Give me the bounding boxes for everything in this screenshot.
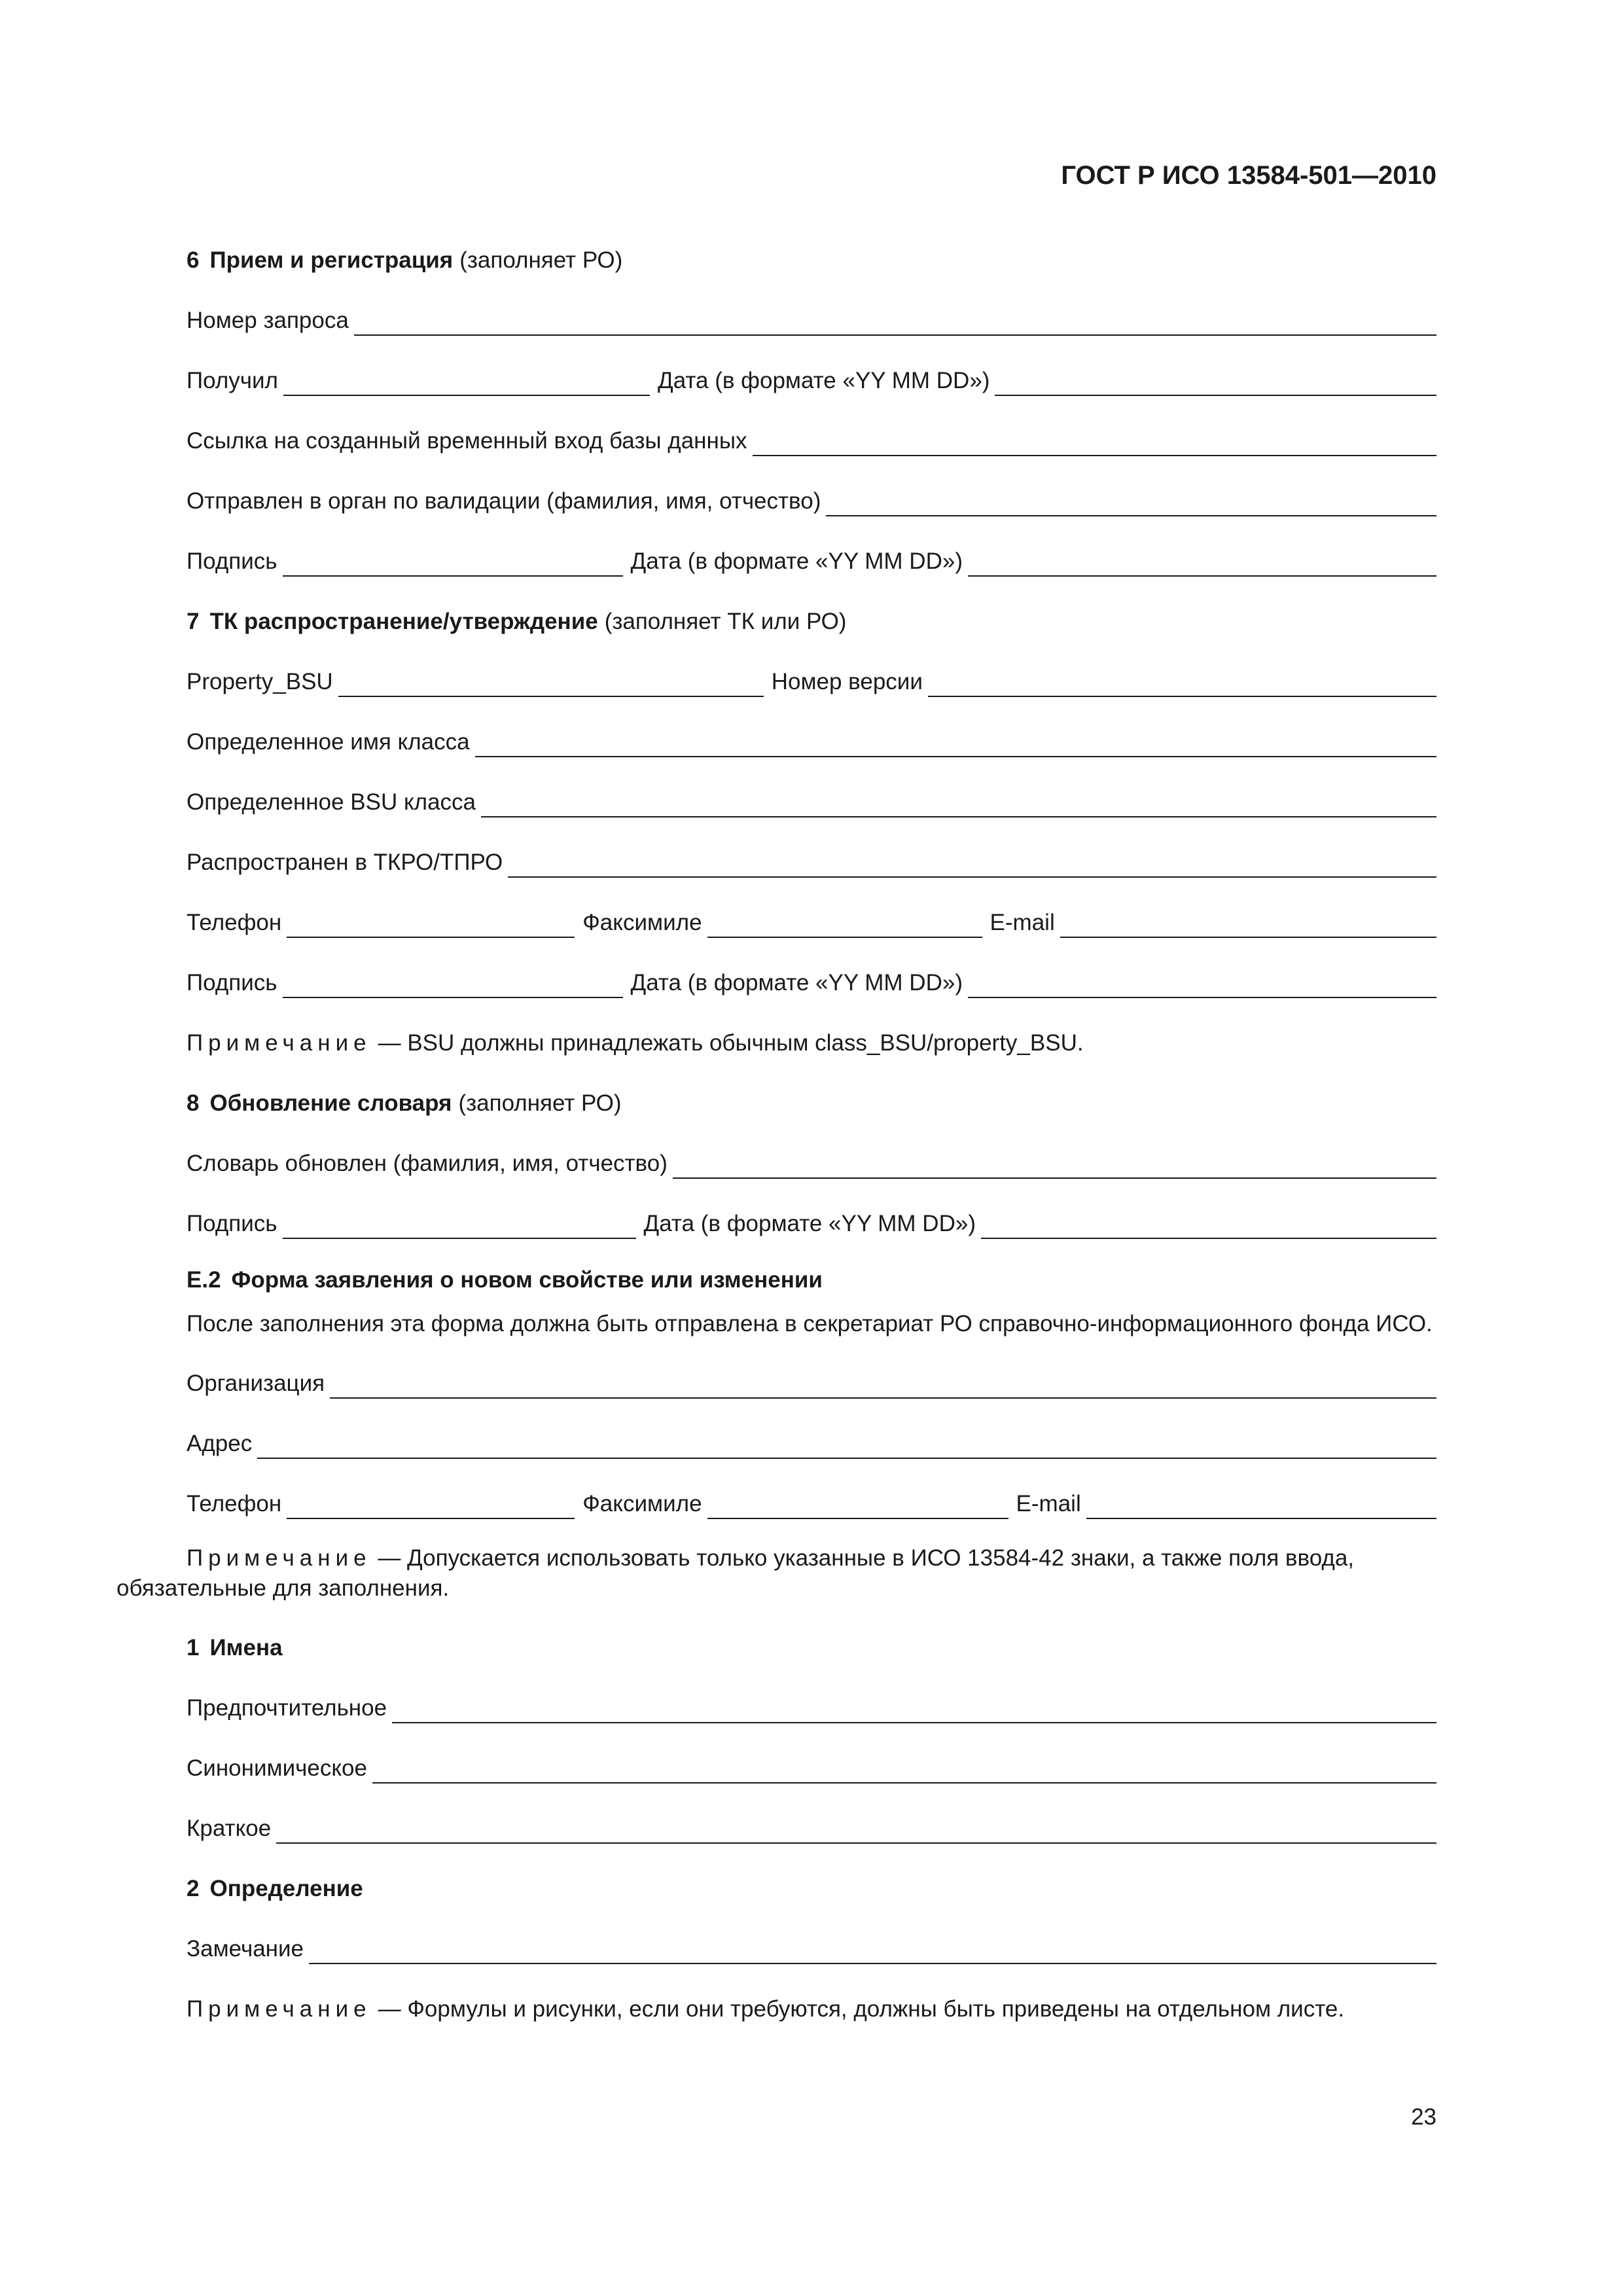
section-number: 7 [187,609,200,634]
request-number-field[interactable] [354,315,1436,336]
request-number-label: Номер запроса [187,308,349,333]
phone-label: Телефон [187,1491,282,1516]
synonym-row [187,1738,1436,1799]
page-number: 23 [1411,2104,1436,2130]
request-number-row [187,291,1436,351]
signature-label: Подпись [187,1211,277,1236]
distributed-label: Распространен в ТКРО/ТПРО [187,850,503,875]
updated-by-field[interactable] [673,1158,1436,1179]
section-8-heading [187,1073,1436,1134]
remark-field[interactable] [309,1943,1436,1964]
signature-field[interactable] [283,1218,636,1239]
section-title: Прием и регистрация [209,247,454,273]
section-title: Определение [209,1876,363,1901]
address-row [187,1414,1436,1474]
class-bsu-field[interactable] [481,797,1436,817]
organization-field[interactable] [330,1378,1436,1399]
signature-date-field[interactable] [981,1218,1436,1239]
email-label: E-mail [990,910,1055,935]
address-label: Адрес [187,1431,253,1456]
db-link-field[interactable] [753,435,1437,456]
signature-date-field[interactable] [968,556,1436,577]
signature-label: Подпись [187,548,277,574]
validation-row [187,471,1436,531]
signature-row-8 [187,1194,1436,1254]
organization-label: Организация [187,1371,325,1396]
updated-by-label: Словарь обновлен (фамилия, имя, отчество) [187,1151,668,1176]
subsection-number: Е.2 [187,1267,221,1293]
date-label: Дата (в формате «YY MM DD») [630,548,963,574]
signature-row-7 [187,953,1436,1013]
note-text: — Допускается использовать только указанные в ИСО 13584-42 знаки, а также поля ввода, обязательные для заполнения. [116,1545,1355,1601]
section-title: Имена [209,1635,283,1660]
received-row [187,351,1436,411]
fax-label: Факсимиле [582,1491,702,1516]
form-content [116,230,1436,2039]
section-aside: (заполняет РО) [459,247,623,273]
section-number: 1 [187,1635,200,1660]
fax-label: Факсимиле [582,910,702,935]
version-number-label: Номер версии [771,669,923,694]
section-number: 2 [187,1876,200,1901]
section-aside: (заполняет РО) [458,1090,622,1116]
phone-label: Телефон [187,910,282,935]
organization-row [187,1354,1436,1414]
email-field[interactable] [1086,1498,1436,1519]
date-label: Дата (в формате «YY MM DD») [630,970,963,996]
section-title: Обновление словаря [209,1090,452,1116]
short-row [187,1799,1436,1859]
note-7 [187,1013,1436,1073]
section-number: 6 [187,247,200,273]
phone-field[interactable] [287,917,575,938]
remark-label: Замечание [187,1936,304,1962]
class-bsu-row [187,772,1436,833]
section-7-heading [187,592,1436,652]
fax-field[interactable] [707,1498,1008,1519]
names-heading [187,1618,1436,1678]
signature-field[interactable] [283,977,623,998]
class-name-row [187,712,1436,772]
property-bsu-field[interactable] [338,676,764,697]
synonym-label: Синонимическое [187,1755,367,1781]
phone-field[interactable] [287,1498,575,1519]
validation-label: Отправлен в орган по валидации (фамилия, имя, отчество) [187,488,821,514]
email-field[interactable] [1060,917,1436,938]
signature-row-6 [187,531,1436,592]
short-label: Краткое [187,1816,272,1841]
received-label: Получил [187,368,278,393]
section-title: ТК распространение/утверждение [209,609,598,634]
class-name-field[interactable] [475,736,1436,757]
note-e2 [116,1543,1436,1604]
document-code: ГОСТ Р ИСО 13584-501—2010 [1061,161,1436,190]
signature-field[interactable] [283,556,623,577]
section-aside: (заполняет ТК или РО) [604,609,847,634]
e2-heading [187,1254,1436,1306]
fax-field[interactable] [707,917,982,938]
preferred-label: Предпочтительное [187,1695,387,1721]
preferred-row [187,1678,1436,1738]
signature-label: Подпись [187,970,277,996]
property-bsu-row [187,652,1436,712]
property-bsu-label: Property_BSU [187,669,333,694]
note-word: Примечание [187,1996,372,2022]
distributed-field[interactable] [508,857,1436,878]
received-field[interactable] [283,375,650,396]
synonym-field[interactable] [372,1763,1436,1784]
remark-row [187,1919,1436,1979]
definition-heading [187,1859,1436,1919]
preferred-field[interactable] [392,1702,1436,1723]
note-word: Примечание [187,1030,372,1056]
db-link-row [187,411,1436,471]
class-bsu-label: Определенное BSU класса [187,789,476,815]
updated-by-row [187,1134,1436,1194]
subsection-title: Форма заявления о новом свойстве или изменении [231,1267,823,1293]
short-field[interactable] [276,1823,1436,1844]
db-link-label: Ссылка на созданный временный вход базы данных [187,428,747,454]
date-label: Дата (в формате «YY MM DD») [643,1211,976,1236]
intro-text: После заполнения эта форма должна быть отправлена в секретариат РО справочно-информационного фонда ИСО. [187,1311,1433,1336]
date-label: Дата (в формате «YY MM DD») [657,368,990,393]
distributed-row [187,833,1436,893]
address-field[interactable] [257,1438,1436,1459]
note-text: — BSU должны принадлежать обычным class_BSU/property_BSU. [378,1030,1084,1056]
e2-intro-paragraph [116,1309,1436,1339]
section-6-heading [187,230,1436,291]
validation-field[interactable] [826,495,1436,516]
section-number: 8 [187,1090,200,1116]
contacts-row-e2 [187,1474,1436,1534]
version-number-field[interactable] [928,676,1436,697]
note-definition [187,1979,1436,2039]
contacts-row-7 [187,893,1436,953]
received-date-field[interactable] [995,375,1436,396]
class-name-label: Определенное имя класса [187,729,470,755]
email-label: E-mail [1016,1491,1081,1516]
note-text: — Формулы и рисунки, если они требуются, должны быть приведены на отдельном листе. [378,1996,1345,2022]
note-word: Примечание [187,1545,372,1571]
signature-date-field[interactable] [968,977,1436,998]
